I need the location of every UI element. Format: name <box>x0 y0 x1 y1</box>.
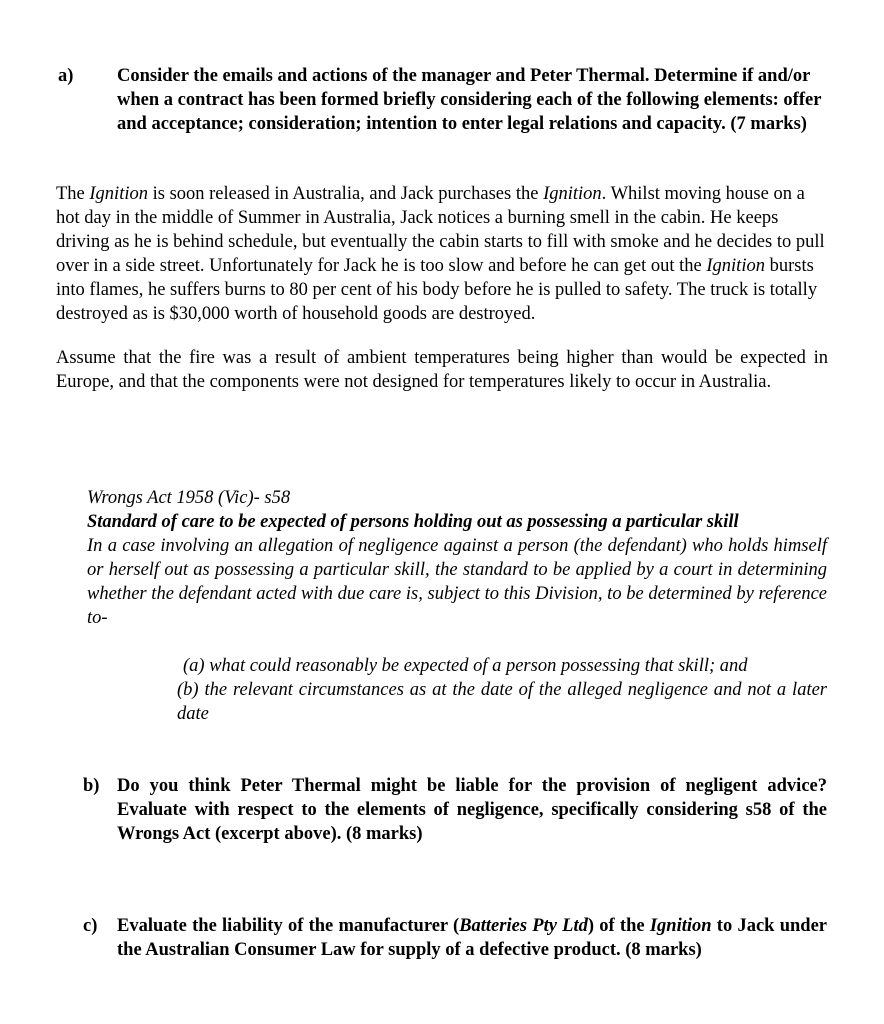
question-c-label: c) <box>83 916 98 936</box>
excerpt-item-b: (b) the relevant circumstances as at the date of the alleged negligence and not a later date <box>177 680 827 724</box>
question-b-label: b) <box>83 776 100 796</box>
question-c-text: Evaluate the liability of the manufacturer (Batteries Pty Ltd) of the Ignition to Jack under the Australian Consumer Law for supply of a defective product. (8 marks) <box>117 916 827 960</box>
excerpt-heading: Standard of care to be expected of persons holding out as possessing a particular skill <box>87 512 739 532</box>
scenario-paragraph-2: Assume that the fire was a result of ambient temperatures being higher than would be expected in Europe, and that the components were not designed for temperatures likely to occur in Australia. <box>56 348 828 392</box>
scenario-paragraph-1: The Ignition is soon released in Australia, and Jack purchases the Ignition. Whilst moving house on a hot day in the middle of Summer in Australia, Jack notices a burning smell in the cabin. He keeps driving as he is behind schedule, but eventually the cabin starts to fill with smoke and he decides to pull over in a side street. Unfortunately for Jack he is too slow and before he can get out the Ignition bursts into flames, he suffers burns to 80 per cent of his body before he is pulled to safety. The truck is totally destroyed as is $30,000 worth of household goods are destroyed. <box>56 184 825 324</box>
question-b-text: Do you think Peter Thermal might be liable for the provision of negligent advice? Evaluate with respect to the elements of negligence, specifically considering s58 of the Wrongs Act (excerpt above). (8 marks) <box>117 776 827 844</box>
excerpt-source: Wrongs Act 1958 (Vic)- s58 <box>87 488 291 508</box>
excerpt-body: In a case involving an allegation of negligence against a person (the defendant) who holds himself or herself out as possessing a particular skill, the standard to be applied by a court in determining whether the defendant acted with due care is, subject to this Division, to be determined by reference to- <box>87 536 827 628</box>
question-a-label: a) <box>58 66 74 86</box>
excerpt-item-a: (a) what could reasonably be expected of a person possessing that skill; and <box>183 656 748 676</box>
question-a-text: Consider the emails and actions of the manager and Peter Thermal. Determine if and/or when a contract has been formed briefly considering each of the following elements: offer and acceptance; consideration; intention to enter legal relations and capacity. (7 marks) <box>117 66 822 134</box>
